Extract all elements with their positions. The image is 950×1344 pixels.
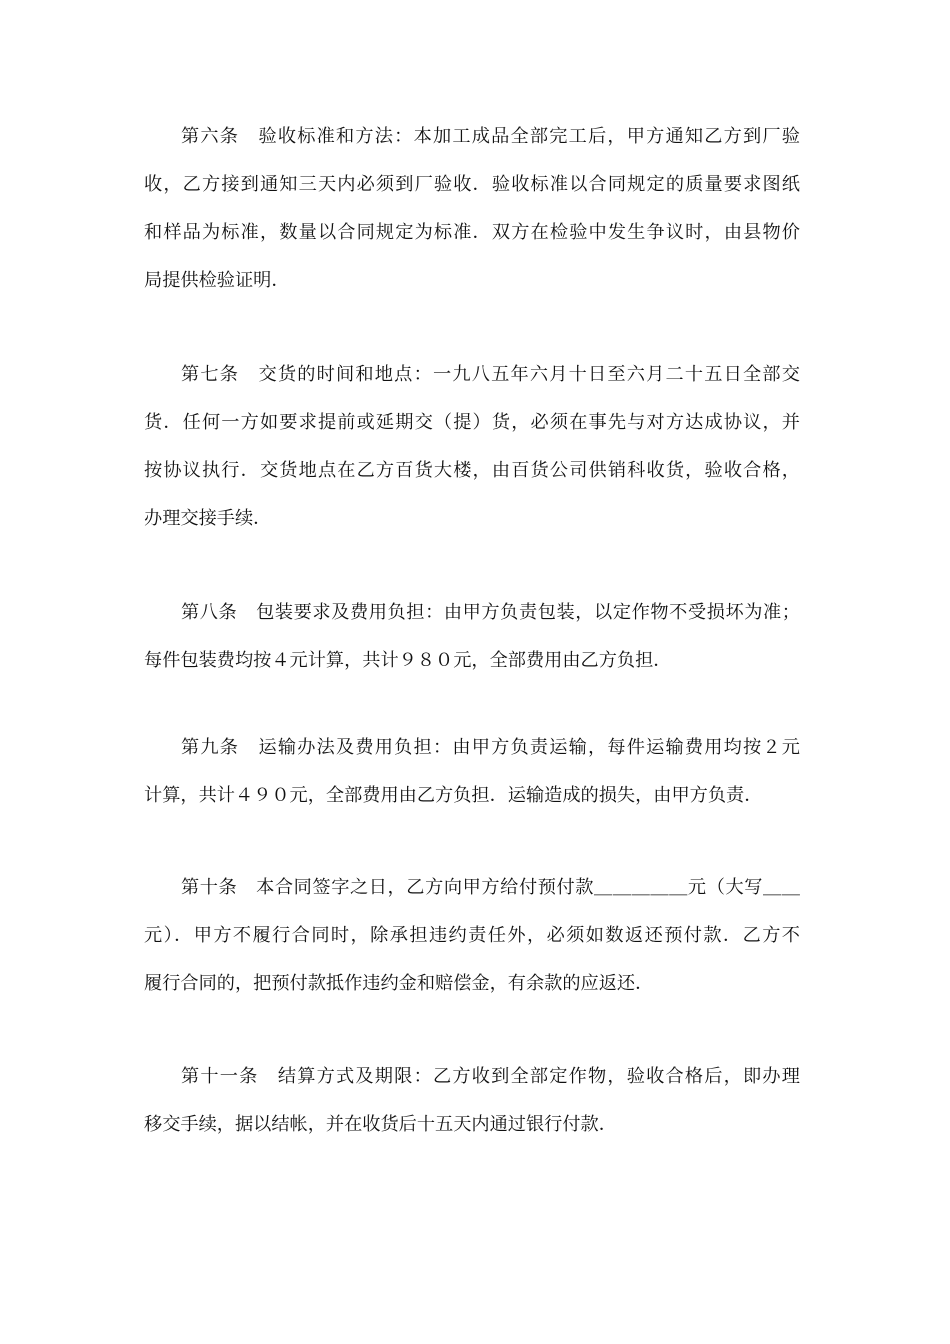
article-6-line-4: 局提供检验证明． xyxy=(144,270,290,291)
article-9-line-1: 第九条 运输办法及费用负担：由甲方负责运输，每件运输费用均按２元 xyxy=(181,737,800,758)
article-9-line-2: 计算，共计４９０元，全部费用由乙方负担．运输造成的损失，由甲方负责． xyxy=(144,785,763,806)
article-10-line-3: 履行合同的，把预付款抵作违约金和赔偿金，有余款的应返还． xyxy=(144,973,654,994)
article-11-line-1: 第十一条 结算方式及期限：乙方收到全部定作物，验收合格后，即办理 xyxy=(181,1066,800,1087)
article-7 xyxy=(144,351,800,543)
article-8-line-1: 第八条 包装要求及费用负担：由甲方负责包装，以定作物不受损坏为准； xyxy=(181,602,800,623)
article-7-line-3: 按协议执行．交货地点在乙方百货大楼，由百货公司供销科收货，验收合格， xyxy=(144,460,800,481)
article-9 xyxy=(144,724,800,820)
article-6-line-1: 第六条 验收标准和方法：本加工成品全部完工后，甲方通知乙方到厂验 xyxy=(181,126,800,147)
article-7-line-1: 第七条 交货的时间和地点：一九八五年六月十日至六月二十五日全部交 xyxy=(181,364,800,385)
article-10-line-2: 元）．甲方不履行合同时，除承担违约责任外，必须如数返还预付款．乙方不 xyxy=(144,925,800,946)
article-6 xyxy=(144,113,800,305)
article-11-line-2: 移交手续，据以结帐，并在收货后十五天内通过银行付款． xyxy=(144,1114,617,1135)
article-7-line-4: 办理交接手续． xyxy=(144,508,272,529)
article-8 xyxy=(144,589,800,685)
article-11 xyxy=(144,1053,800,1149)
article-8-line-2: 每件包装费均按４元计算，共计９８０元，全部费用由乙方负担． xyxy=(144,650,672,671)
article-6-line-3: 和样品为标准，数量以合同规定为标准．双方在检验中发生争议时，由县物价 xyxy=(144,222,800,243)
article-10 xyxy=(144,864,800,1008)
article-7-line-2: 货．任何一方如要求提前或延期交（提）货，必须在事先与对方达成协议，并 xyxy=(144,412,800,433)
article-6-line-2: 收，乙方接到通知三天内必须到厂验收．验收标准以合同规定的质量要求图纸 xyxy=(144,174,800,195)
article-10-line-1: 第十条 本合同签字之日，乙方向甲方给付预付款＿＿＿＿＿元（大写＿＿ xyxy=(181,877,800,898)
